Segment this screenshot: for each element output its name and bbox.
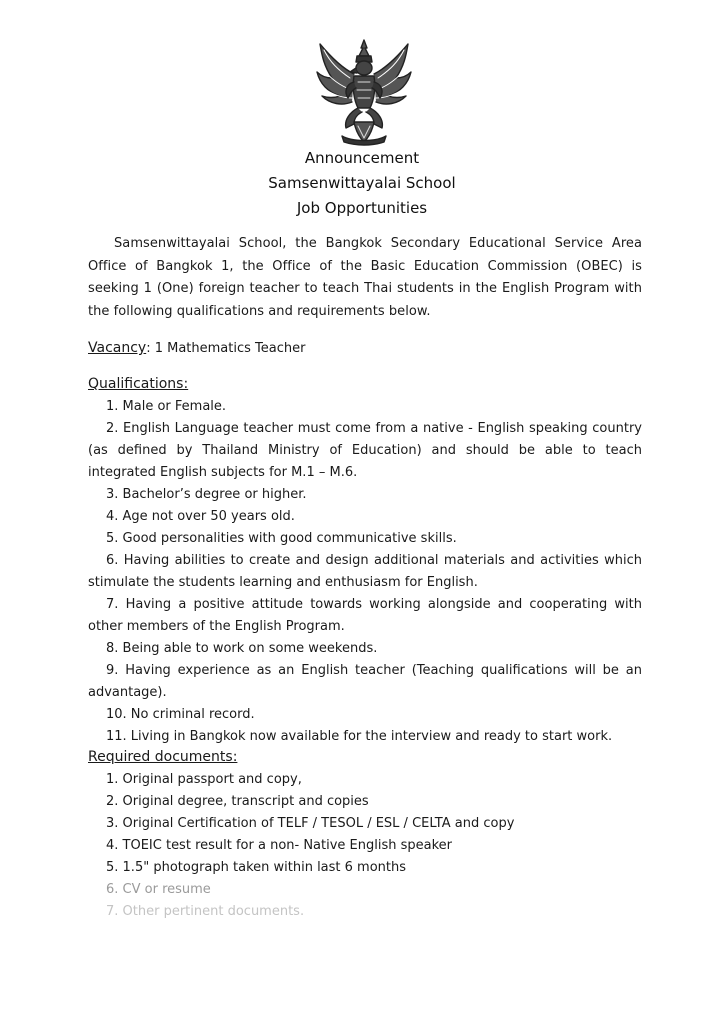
job-opportunities-title: Job Opportunities: [296, 199, 428, 217]
list-item: 5. Good personalities with good communicative skills.: [106, 531, 457, 546]
list-item: 10. No criminal record.: [106, 707, 255, 722]
intro-paragraph: Samsenwittayalai School, the Bangkok Secondary Educational Service Area Office of Bangkok 1, the Office of the Basic Education Commission (OBEC) is seeking 1 (One) foreign teacher to teach Thai students in the English Program with the following qualifications and requirements below.: [88, 236, 642, 319]
vacancy-line: [88, 337, 305, 360]
list-item: 9. Having experience as an English teacher (Teaching qualifications will be an advantage).: [88, 663, 642, 700]
vacancy-label: Vacancy: [88, 340, 147, 356]
qualifications-list: [88, 396, 642, 748]
documents-list: [88, 769, 642, 923]
vacancy-value: 1 Mathematics Teacher: [150, 341, 306, 356]
list-item: 11. Living in Bangkok now available for the interview and ready to start work.: [106, 729, 613, 744]
announcement-header: [0, 146, 724, 221]
list-item: 2. English Language teacher must come from a native - English speaking country (as defined by Thailand Ministry of Education) and should be able to teach integrated English subjects for M.1 – M.6.: [88, 421, 642, 480]
list-item: 3. Bachelor’s degree or higher.: [106, 487, 307, 502]
list-item: 5. 1.5" photograph taken within last 6 months: [106, 860, 407, 875]
announcement-title: Announcement: [304, 149, 420, 167]
school-name: Samsenwittayalai School: [268, 174, 456, 192]
list-item: 1. Original passport and copy,: [106, 772, 302, 787]
list-item: 4. Age not over 50 years old.: [106, 509, 295, 524]
qualifications-title: Qualifications:: [88, 376, 189, 392]
required-documents-title: Required documents:: [88, 749, 238, 765]
vacancy-colon: :: [146, 341, 151, 356]
list-item: 3. Original Certification of TELF / TESOL / ESL / CELTA and copy: [106, 816, 515, 831]
list-item: 1. Male or Female.: [106, 399, 227, 414]
list-item: 6. CV or resume: [106, 882, 211, 897]
list-item: 7. Having a positive attitude towards working alongside and cooperating with other members of the English Program.: [88, 597, 642, 634]
list-item: 4. TOEIC test result for a non- Native English speaker: [106, 838, 453, 853]
list-item: 8. Being able to work on some weekends.: [106, 641, 378, 656]
garuda-emblem-icon: [312, 38, 416, 148]
list-item: 2. Original degree, transcript and copies: [106, 794, 369, 809]
list-item: 6. Having abilities to create and design additional materials and activities which stimulate the students learning and enthusiasm for English.: [88, 553, 642, 590]
list-item: 7. Other pertinent documents.: [106, 904, 305, 919]
